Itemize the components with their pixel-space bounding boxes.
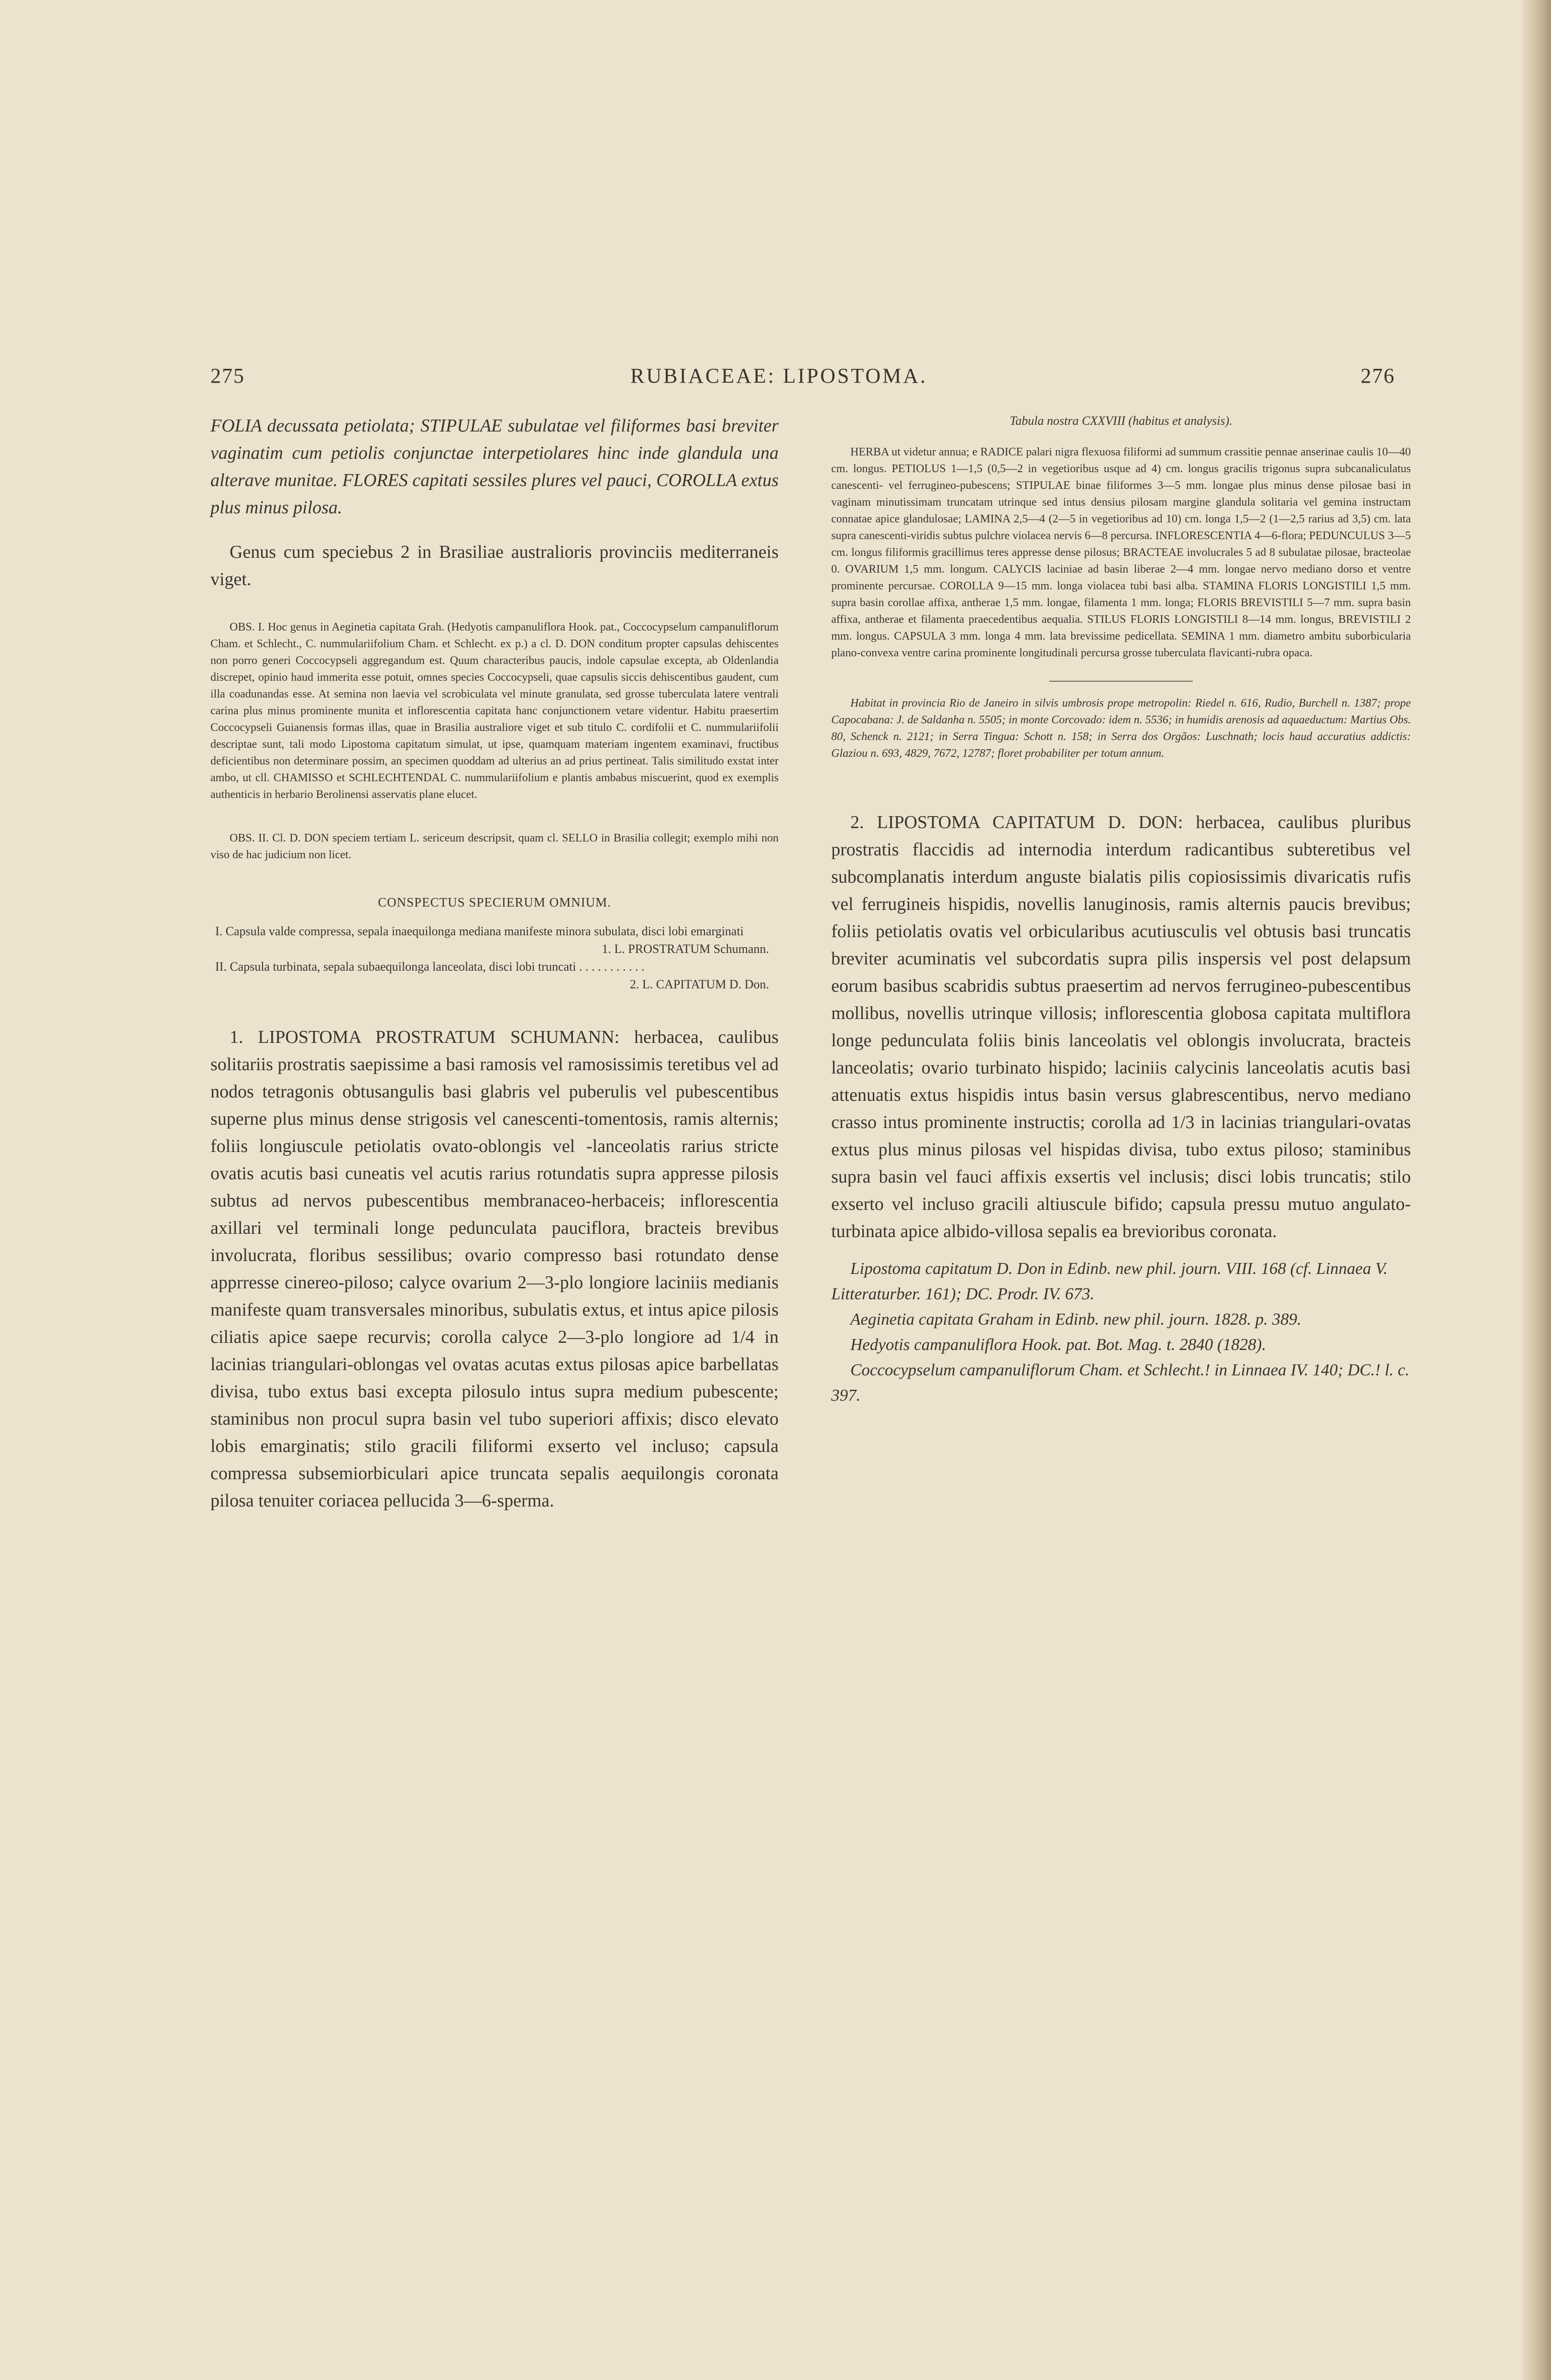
running-header [0,359,1551,397]
species-1-description: 1. LIPOSTOMA PROSTRATUM SCHUMANN: herbacea, caulibus solitariis prostratis saepissime a basi ramosis vel ramosissimis teretibus vel ad nodos tetragonis obtusangulis basi glabris vel puberulis vel pubescentibus superne plus minus dense strigosis vel canescenti-tomentosis, ramis alternis; foliis longiuscule petiolatis ovato-oblongis vel -lanceolatis rarius stricte ovatis acutis basi cuneatis vel acutis rarius rotundatis supra appresse pilosis subtus ad nervos pubescentibus membranaceo-herbaceis; inflorescentia axillari vel terminali longe pedunculata pauciflora, bracteis brevibus involucrata, floribus sessilibus; ovario compresso basi rotundato dense apprresse cinereo-piloso; calyce ovarium 2—3-plo longiore laciniis medianis manifeste quam transversales minoribus, subulatis extus, et intus apice pilosis ciliatis apice saepe recurvis; corolla calyce 2—3-plo longiore ad 1/4 in lacinias triangulari-oblongas vel ovatas acutas extus pilosas apice barbellatas divisa, tubo extus basi excepta pilosulo intus supra medium pubescente; staminibus non procul supra basin vel tubo superiori affixis; disco elevato lobis emarginatis; stilo gracili filiformi exserto vel incluso; capsula compressa subsemiorbiculari apice truncata sepalis aequilongis coronata pilosa tenuiter coriacea pellucida 3—6-sperma. [210,1027,779,1511]
page-binding-edge [1522,0,1551,2380]
page-number-right: 276 [1361,364,1395,387]
key-lead-1: I. Capsula valde compressa, sepala inaequilonga mediana manifeste minora subulata, disci lobi emarginati [215,924,744,938]
genus-distribution-note: Genus cum speciebus 2 in Brasiliae australioris provinciis mediterraneis viget. [210,542,779,589]
plate-reference: Tabula nostra CXXVIII (habitus et analysis). [1010,414,1232,428]
reference-4: Coccocypselum campanuliflorum Cham. et Schlecht.! in Linnaea IV. 140; DC.! l. c. 397. [831,1361,1409,1405]
habitat-note: Habitat in provincia Rio de Janeiro in silvis umbrosis prope metropolin: Riedel n. 616, Rudio, Burchell n. 1387; prope Capocabana: J. de Saldanha n. 5505; in monte Corcovado: idem n. 5536; in humidis arenosis ad aquaeductum: Martius Obs. 80, Schenck n. 2121; in Serra Tingua: Schott n. 158; in Serra dos Orgãos: Luschnath; locis haud accuratius addictis: Glaziou n. 693, 4829, 7672, 12787; floret probabiliter per totum annum. [831,697,1411,760]
left-column [210,412,779,1515]
key-result-2: 2. L. CAPITATUM D. Don. [629,977,769,991]
species-2-description: 2. LIPOSTOMA CAPITATUM D. DON: herbacea, caulibus pluribus prostratis flaccidis ad internodia interdum radicantibus subteretibus vel subcomplanatis interdum anguste bialatis pilis copiosissimis divaricatis rufis vel ferrugineis hispidis, novellis lanuginosis, ramis alternis paucis brevibus; foliis petiolatis ovatis vel orbicularibus acutiusculis vel obtusis basi truncatis breviter acuminatis vel subcordatis supra pilis inspersis vel post delapsum eorum basibus scabridis subtus praesertim ad nervos ferrugineo-pubescentibus mollibus, novellis utrinque villosis; inflorescentia globosa capitata multiflora longe pedunculata foliis binis lanceolatis vel oblongis involucrata, bracteis lanceolatis; ovario turbinato hispido; laciniis calycinis lanceolatis acutis basi attenuatis extus hispidis intus basin versus glabrescentibus, nervo mediano crasso intus prominente instructis; corolla ad 1/3 in lacinias triangulari-ovatas extus plus minus pilosas vel hispidas divisa, tubo extus piloso; staminibus supra basin vel fauci affixis exsertis vel inclusis; disci lobis truncatis; stilo exserto vel incluso gracili altiuscule bifido; capsula pressu mutuo angulato-turbinata apice albido-villosa sepalis ea brevioribus coronata. [831,812,1411,1241]
key-lead-2: II. Capsula turbinata, sepala subaequilonga lanceolata, disci lobi truncati . . . . . . . . . . . [215,960,645,974]
observation-two: OBS. II. Cl. D. DON speciem tertiam L. sericeum descripsit, quam cl. SELLO in Brasilia collegit; exemplo mihi non viso de hac judicium non licet. [210,832,779,861]
running-title: RUBIACEAE: LIPOSTOMA. [630,364,928,387]
reference-2: Aeginetia capitata Graham in Edinb. new phil. journ. 1828. p. 389. [850,1310,1302,1328]
conspectus-heading: CONSPECTUS SPECIERUM OMNIUM. [378,895,611,909]
section-divider [1049,681,1193,682]
key-result-1: 1. L. PROSTRATUM Schumann. [602,942,769,956]
right-column [831,412,1411,1408]
species-key [210,922,779,993]
species-1-detailed-description: HERBA ut videtur annua; e RADICE palari nigra flexuosa filiformi ad summum crassitie pennae anserinae caulis 10—40 cm. longus. PETIOLUS 1—1,5 (0,5—2 in vegetioribus usque ad 4) cm. longus gracilis trigonus supra subcanaliculatus canescenti- vel ferrugineo-pubescens; STIPULAE binae filiformes 3—5 mm. longae plus minus dense pilosae basi in vaginam minutissimam truncatam utrinque sed intus densius pilosam margine glandula solitaria vel gemina instructam connatae apice glandulosae; LAMINA 2,5—4 (2—5 in vegetioribus ad 10) cm. longa 1,5—2 (1—2,5 rarius ad 3,5) cm. lata supra canescenti-viridis subtus pulchre violacea nervis 6—8 percursa. INFLORESCENTIA 4—6-flora; PEDUNCULUS 3—5 cm. longus filiformis gracillimus teres appresse dense pilosus; BRACTEAE involucrales 5 ad 8 subulatae pilosae, bracteolae 0. OVARIUM 1,5 mm. longum. CALYCIS laciniae ad basin liberae 2—4 mm. longae nervo mediano dorso et ventre prominente percursae. COROLLA 9—15 mm. longa violacea tubi basi alba. STAMINA FLORIS LONGISTILI 1,5 mm. supra basin corollae affixa, antherae 1,5 mm. longae, filamenta 1 mm. longa; FLORIS BREVISTILI 5—7 mm. supra basin affixa, antherae et filamenta praecedentibus aequalia. STILUS FLORIS LONGISTILI 8—14 mm. longus, BREVISTILI 2 mm. longus. CAPSULA 3 mm. longa 4 mm. lata brevissime pedicellata. SEMINA 1 mm. diametro ambitu suborbicularia plano-convexa ventre carina prominente longitudinali percursa grosse tuberculata flavicanti-rubra opaca. [831,446,1411,659]
synonymy-references [831,1256,1411,1408]
genus-diagnosis-end: FOLIA decussata petiolata; STIPULAE subulatae vel filiformes basi breviter vaginatim cum petiolis conjunctae interpetiolares hinc inde glandula una alterave munitae. FLORES capitati sessiles plures vel pauci, COROLLA extus plus minus pilosa. [210,416,779,518]
reference-3: Hedyotis campanuliflora Hook. pat. Bot. Mag. t. 2840 (1828). [850,1335,1266,1354]
page-number-left: 275 [210,364,245,387]
observation-one: OBS. I. Hoc genus in Aeginetia capitata Grah. (Hedyotis campanuliflora Hook. pat., Coccocypselum campanuliflorum Cham. et Schlecht., C. nummulariifolium Cham. et Schlecht. ex p.) a cl. D. DON conditum propter capsulas dehiscentes non porro generi Coccocypseli aggregandum est. Quum characteribus paucis, indole capsulae excepta, ab Oldenlandia discrepet, opinio haud immerita esse potuit, omnes species Coccocypseli, quae capsulis siccis dehiscentibus gaudent, cum illa coadunandas esse. At semina non laevia vel scrobiculata vel minute granulata, sed grosse tuberculata latere ventrali carina plus minus prominente munita et inflorescentia capitata hanc conjunctionem vetare videntur. Habitu praesertim Coccocypseli Guianensis formas illas, quae in Brasilia australiore viget et sub titulo C. cordifolii et C. nummulariifolii descriptae sunt, tali modo Lipostoma capitatum simulat, ut ipse, quamquam materiam ingentem examinavi, fructibus deficientibus non determinare possim, an specimen quoddam ad ulterius an ad prius pertineat. Talis similitudo exstat inter ambo, ut cll. CHAMISSO et SCHLECHTENDAL C. nummulariifolium e plantis ambabus miscuerint, quod ex exemplis authenticis in herbario Berolinensi asservatis plane elucet. [210,621,779,801]
reference-1: Lipostoma capitatum D. Don in Edinb. new phil. journ. VIII. 168 (cf. Linnaea V. Litteraturber. 161); DC. Prodr. IV. 673. [831,1259,1388,1303]
